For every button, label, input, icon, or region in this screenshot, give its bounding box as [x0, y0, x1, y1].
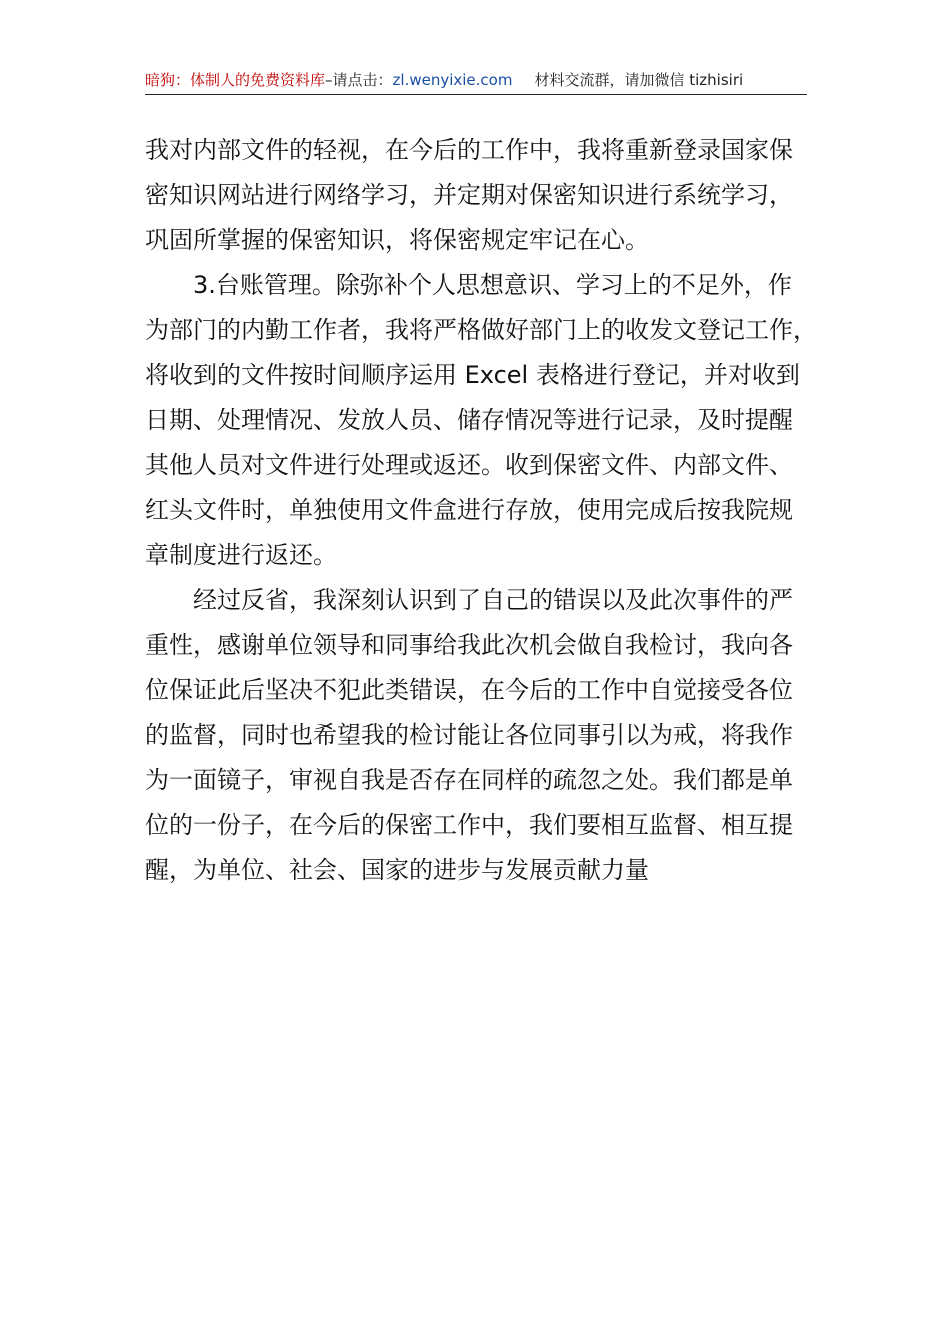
text-line: 巩固所掌握的保密知识，将保密规定牢记在心。 [145, 226, 649, 254]
document-body [145, 128, 817, 893]
text-line: 重性，感谢单位领导和同事给我此次机会做自我检讨，我向各 [145, 631, 793, 659]
text-line: 为一面镜子，审视自我是否存在同样的疏忽之处。我们都是单 [145, 766, 793, 794]
text-line: 密知识网站进行网络学习，并定期对保密知识进行系统学习， [145, 181, 793, 209]
text-line: 的监督，同时也希望我的检讨能让各位同事引以为戒，将我作 [145, 721, 793, 749]
header-brand: 暗狗：体制人的免费资料库 [145, 71, 326, 89]
header-prompt: –请点击： [325, 71, 393, 89]
text-line: 经过反省，我深刻认识到了自己的错误以及此次事件的严 [145, 586, 793, 614]
text-line: 将收到的文件按时间顺序运用 Excel 表格进行登记，并对收到 [145, 361, 800, 389]
text-line: 为部门的内勤工作者，我将严格做好部门上的收发文登记工作， [145, 316, 817, 344]
text-line: 我对内部文件的轻视，在今后的工作中，我将重新登录国家保 [145, 136, 793, 164]
header-group-info: 材料交流群，请加微信 tizhisiri [534, 71, 744, 89]
header-link[interactable]: zl.wenyixie.com [392, 71, 513, 89]
text-line: 位的一份子，在今后的保密工作中，我们要相互监督、相互提 [145, 811, 793, 839]
text-line: 章制度进行返还。 [145, 541, 337, 569]
text-line: 其他人员对文件进行处理或返还。收到保密文件、内部文件、 [145, 451, 793, 479]
text-line: 红头文件时，单独使用文件盒进行存放，使用完成后按我院规 [145, 496, 793, 524]
page-header [145, 68, 807, 95]
text-line: 日期、处理情况、发放人员、储存情况等进行记录，及时提醒 [145, 406, 793, 434]
text-line: 醒，为单位、社会、国家的进步与发展贡献力量 [145, 856, 649, 884]
text-line: 3.台账管理。除弥补个人思想意识、学习上的不足外，作 [145, 271, 792, 299]
text-line: 位保证此后坚决不犯此类错误，在今后的工作中自觉接受各位 [145, 676, 793, 704]
